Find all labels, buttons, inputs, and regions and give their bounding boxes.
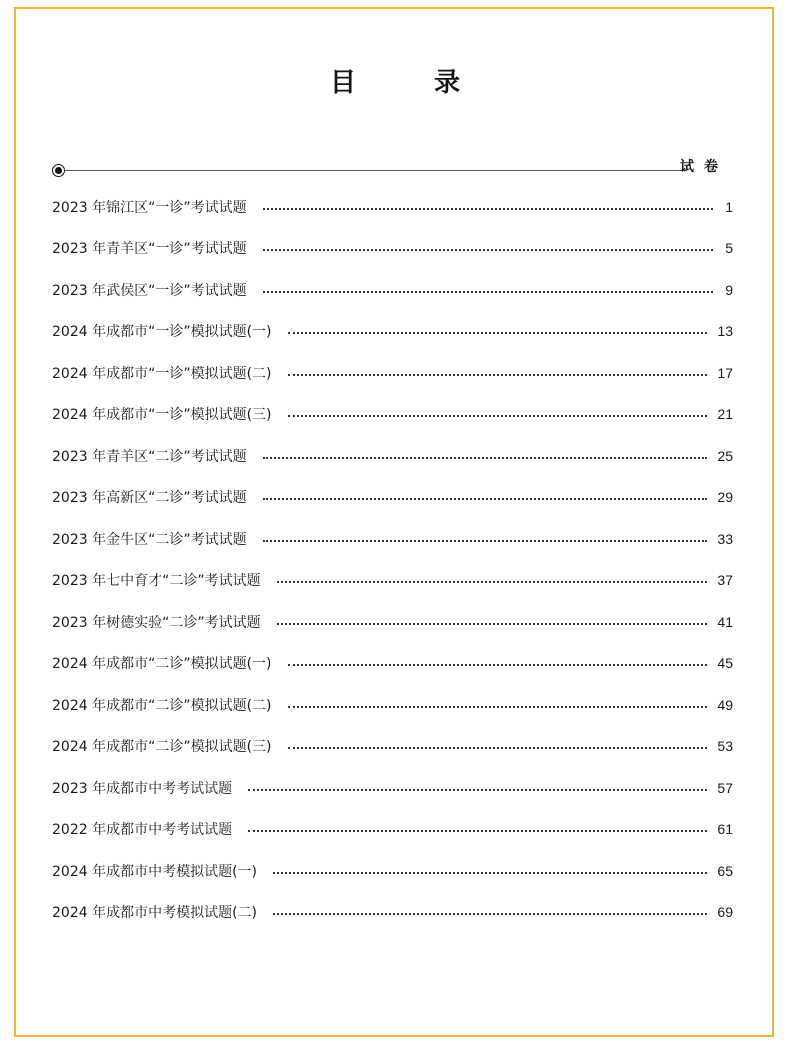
toc-entry-page: 9 bbox=[725, 281, 733, 298]
toc-entry-page: 5 bbox=[725, 240, 733, 257]
toc-entry-page: 17 bbox=[717, 364, 733, 381]
toc-entry[interactable] bbox=[52, 560, 733, 602]
toc-leader-dots bbox=[288, 374, 708, 376]
toc-entry[interactable] bbox=[52, 892, 733, 934]
toc-leader-dots bbox=[248, 830, 707, 832]
toc-leader-dots bbox=[288, 747, 708, 749]
toc-entry-title: 2023 年高新区“二诊”考试试题 bbox=[52, 490, 247, 507]
toc-entry[interactable] bbox=[52, 186, 733, 228]
toc-entry-title: 2024 年成都市“一诊”模拟试题(一) bbox=[52, 324, 272, 341]
toc-entry-title: 2024 年成都市中考模拟试题(一) bbox=[52, 863, 258, 880]
toc-entry-page: 69 bbox=[717, 904, 733, 921]
toc-leader-dots bbox=[288, 332, 708, 334]
toc-entry-title: 2023 年锦江区“一诊”考试试题 bbox=[52, 199, 247, 216]
toc-entry-page: 45 bbox=[717, 655, 733, 672]
toc-leader-dots bbox=[248, 789, 707, 791]
toc-entry-title: 2024 年成都市“二诊”模拟试题(一) bbox=[52, 656, 272, 673]
toc-leader-dots bbox=[263, 540, 708, 542]
toc-entry-page: 57 bbox=[717, 779, 733, 796]
toc-leader-dots bbox=[277, 581, 708, 583]
toc-entry-title: 2023 年武侯区“一诊”考试试题 bbox=[52, 282, 247, 299]
section-label: 试卷 bbox=[680, 159, 728, 175]
toc-leader-dots bbox=[263, 498, 708, 500]
toc-entry-page: 41 bbox=[717, 613, 733, 630]
toc-leader-dots bbox=[273, 913, 707, 915]
toc-entry-title: 2024 年成都市“一诊”模拟试题(三) bbox=[52, 407, 272, 424]
toc-entry[interactable] bbox=[52, 601, 733, 643]
toc-entry-page: 65 bbox=[717, 862, 733, 879]
toc-entry[interactable] bbox=[52, 850, 733, 892]
toc-entry-title: 2023 年金牛区“二诊”考试试题 bbox=[52, 531, 247, 548]
toc-entry-page: 33 bbox=[717, 530, 733, 547]
toc-entry-title: 2024 年成都市“一诊”模拟试题(二) bbox=[52, 365, 272, 382]
toc-entry-title: 2023 年青羊区“二诊”考试试题 bbox=[52, 448, 247, 465]
toc-leader-dots bbox=[288, 664, 708, 666]
toc-entry-title: 2024 年成都市“二诊”模拟试题(三) bbox=[52, 739, 272, 756]
toc-entry-title: 2023 年青羊区“一诊”考试试题 bbox=[52, 241, 247, 258]
toc-entry-page: 25 bbox=[717, 447, 733, 464]
toc-entry[interactable] bbox=[52, 477, 733, 519]
toc-entry-title: 2023 年树德实验“二诊”考试试题 bbox=[52, 614, 261, 631]
toc-leader-dots bbox=[288, 706, 708, 708]
toc-entry-page: 37 bbox=[717, 572, 733, 589]
toc-leader-dots bbox=[277, 623, 708, 625]
toc-leader-dots bbox=[263, 249, 713, 251]
toc-entry-title: 2022 年成都市中考考试试题 bbox=[52, 822, 233, 839]
toc-entry-page: 29 bbox=[717, 489, 733, 506]
toc-leader-dots bbox=[273, 872, 707, 874]
toc-entry-page: 21 bbox=[717, 406, 733, 423]
toc-entry-page: 13 bbox=[717, 323, 733, 340]
toc-leader-dots bbox=[263, 291, 713, 293]
toc-leader-dots bbox=[288, 415, 708, 417]
toc-entry-page: 53 bbox=[717, 738, 733, 755]
toc-entry-title: 2024 年成都市中考模拟试题(二) bbox=[52, 905, 258, 922]
toc-entry[interactable] bbox=[52, 269, 733, 311]
toc-entry[interactable] bbox=[52, 684, 733, 726]
toc-entry[interactable] bbox=[52, 435, 733, 477]
toc-entry[interactable] bbox=[52, 311, 733, 353]
toc-entry-title: 2024 年成都市“二诊”模拟试题(二) bbox=[52, 697, 272, 714]
toc-entry[interactable] bbox=[52, 228, 733, 270]
toc-entry[interactable] bbox=[52, 352, 733, 394]
toc-entry[interactable] bbox=[52, 518, 733, 560]
toc-entry-page: 61 bbox=[717, 821, 733, 838]
toc-entry-title: 2023 年成都市中考考试试题 bbox=[52, 780, 233, 797]
toc-entry[interactable] bbox=[52, 643, 733, 685]
toc-leader-dots bbox=[263, 457, 708, 459]
toc-entry-page: 1 bbox=[725, 198, 733, 215]
toc-entry[interactable] bbox=[52, 394, 733, 436]
toc-entry[interactable] bbox=[52, 726, 733, 768]
toc-entry-title: 2023 年七中育才“二诊”考试试题 bbox=[52, 573, 261, 590]
toc-entry[interactable] bbox=[52, 809, 733, 851]
toc-entry[interactable] bbox=[52, 767, 733, 809]
section-header bbox=[52, 156, 732, 180]
section-divider bbox=[65, 170, 684, 171]
toc-list bbox=[52, 186, 733, 933]
page-title: 目 录 bbox=[329, 68, 486, 98]
toc-entry-page: 49 bbox=[717, 696, 733, 713]
bullet-circle-icon bbox=[52, 164, 65, 177]
toc-leader-dots bbox=[263, 208, 713, 210]
